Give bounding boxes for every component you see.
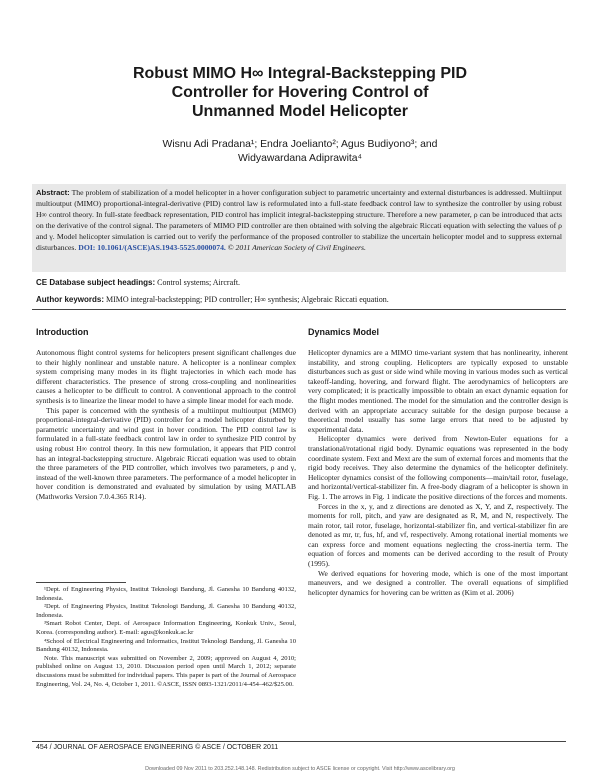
dynamics-paragraph-2: Helicopter dynamics were derived from Newton-Euler equations for a translational/rotational rigid body. Dynamic equations was represented in the body coordinate system. Fext and Mext are the sum of external forces and moments that the rigid body receives. They also determine the dynamics of the helicopter definitely. Helicopter dynamics consist of the following components—main/tail rotor, fuselage, and horizontal/vertical-stabilizer fin. A free-body diagram of a helicopter is shown in Fig. 1. The arrows in Fig. 1 indicate the positive directions of the forces and moments. <box>308 434 568 501</box>
author-keywords-text: MIMO integral-backstepping; PID controller; H∞ synthesis; Algebraic Riccati equation. <box>104 295 389 304</box>
subject-headings-label: CE Database subject headings: <box>36 278 156 287</box>
footnote-4: ⁴School of Electrical Engineering and Informatics, Institut Teknologi Bandung, Jl. Ganesha 10 Bandung 40132, Indonesia. <box>36 637 296 654</box>
title-line-3: Unmanned Model Helicopter <box>191 103 409 120</box>
footnote-3: ³Smart Robot Center, Dept. of Aerospace Information Engineering, Konkuk Univ., Seoul, Korea. (corresponding author). E-mail: agus@konkuk.ac.kr <box>36 620 296 636</box>
paper-title <box>60 64 540 121</box>
right-column <box>308 327 568 597</box>
left-column <box>36 327 296 502</box>
intro-paragraph-2: This paper is concerned with the synthesis of a multiinput multioutput (MIMO) proportional-integral-derivative (PID) controller for a model helicopter disturbed by parametric uncertainty and wind gust in hover condition. The PID control law is formulated in a full-state feedback control law in order to synthesize PID control by using robust H∞ control theory. In this new formulation, it appears that PID control has an integral-backstepping structure. Algebraic Riccati equation was used to obtain the three parameters of the PID controller, which involves two parameters, ρ and γ, instead of the well-known three parameters. The performance of a model helicopter in hover condition is demonstrated and evaluated by simulation by using MATLAB (Mathworks Version 7.0.4.365 R14). <box>36 405 296 501</box>
dynamics-paragraph-4: We derived equations for hovering mode, which is one of the most important maneuvers, and we designed a controller. The overall equations of simplified helicopter dynamics for hovering can be written as (Kim et al. 2006) <box>308 568 568 597</box>
download-notice: Downloaded 09 Nov 2011 to 203.252.148.148. Redistribution subject to ASCE license or copyright. Visit http://www.ascelibrary.org <box>145 766 455 772</box>
section-heading-dynamics-model: Dynamics Model <box>308 327 380 337</box>
authors-line-1: Wisnu Adi Pradana¹; Endra Joelianto²; Agus Budiyono³; and <box>162 139 438 150</box>
abstract-text: The problem of stabilization of a model helicopter in a hover configuration subject to parametric uncertainty and external disturbances is addressed. Multiinput multioutput (MIMO) proportional-integral-derivative (PID) control law is reformulated into a full-state feedback control law to synthesize the controller by using robust H∞ control theory. In full-state feedback representation, PID control has implicit integral-backstepping structure. Therefore a new parameter, ρ can be introduced that acts on the derivative of the control signal. The parameters of MIMO PID controller are then obtained with solving the algebraic Riccati equation with selecting the values of ρ and γ. Model helicopter simulation is carried out to verify the performance of the proposed controller to stabilize the uncertain helicopter model and to suppress external disturbances. <box>36 188 562 252</box>
abstract-box <box>32 184 566 272</box>
author-list <box>80 138 520 166</box>
footnote-divider <box>36 582 126 583</box>
subject-headings <box>36 277 566 288</box>
abstract-label: Abstract: <box>36 188 70 197</box>
subject-headings-text: Control systems; Aircraft. <box>155 278 241 287</box>
copyright-text: © 2011 American Society of Civil Engineers. <box>225 242 366 252</box>
intro-paragraph-1: Autonomous flight control systems for helicopters present significant challenges due to their highly nonlinear and unstable nature. A helicopter is a nonlinear complex system comprising many modes in its flight trajectories in which each mode has different characteristics. The presence of strong cross-coupling and nonlinearities causes a helicopter to be difficult to control. A conventional approach to the control synthesis is to linearize the linear model to have a simple linear model for each mode. <box>36 348 296 405</box>
title-line-2: Controller for Hovering Control of <box>171 84 429 101</box>
footnote-1: ¹Dept. of Engineering Physics, Institut Teknologi Bandung, Jl. Ganesha 10 Bandung 40132, Indonesia. <box>36 586 296 602</box>
author-keywords-label: Author keywords: <box>36 295 105 304</box>
footnote-2: ²Dept. of Engineering Physics, Institut Teknologi Bandung, Jl. Ganesha 10 Bandung 40132, Indonesia. <box>36 603 296 619</box>
doi-link[interactable]: DOI: 10.1061/(ASCE)AS.1943-5525.0000074. <box>76 242 226 252</box>
dynamics-paragraph-3: Forces in the x, y, and z directions are denoted as X, Y, and Z, respectively. The moments for roll, pitch, and yaw are designated as R, M, and N, respectively. The main rotor, tail rotor, fuselage, horizontal-stabilizer fin, and vertical-stabilizer fin are denoted as mr, tr, fus, hf, and vf, respectively. Among rotational inertial moments we can express force and moment equations neglecting the cross-inertia term. The equation of forces and moments can be derived according to the result of Prouty (1995). <box>308 501 568 569</box>
title-line-1: Robust MIMO H∞ Integral-Backstepping PID <box>132 65 468 82</box>
footnote-note: Note. This manuscript was submitted on November 2, 2009; approved on August 4, 2010; published online on August 13, 2010. Discussion period open until March 1, 2012; separate discussions must be submitted for individual papers. This paper is part of the Journal of Aerospace Engineering, Vol. 24, No. 4, October 1, 2011. ©ASCE, ISSN 0893-1321/2011/4-454–462/$25.00. <box>36 654 296 688</box>
author-keywords <box>36 294 566 305</box>
authors-line-2: Widyawardana Adiprawita⁴ <box>237 153 363 164</box>
dynamics-paragraph-1: Helicopter dynamics are a MIMO time-variant system that has nonlinearity, inherent instability, and strong coupling. Helicopters are typically exposed to unstable disturbances such as gust or side wind while moving in various modes such as vertical takeoff-landing, hovering, and forward flight. The aerodynamics of helicopters are very complicated; it is practically impossible to obtain an exact dynamic equation for the flight modes mentioned. The model for the simulation and the controller design is derived with an appropriate accuracy suitable for the design purpose because a theoretical model usually has some large errors that need to be adjusted by experimental data. <box>308 348 568 434</box>
footer-divider <box>32 741 566 742</box>
page-footer: 454 / JOURNAL OF AEROSPACE ENGINEERING © ASCE / OCTOBER 2011 <box>36 744 279 751</box>
section-heading-introduction: Introduction <box>36 327 89 337</box>
footnotes <box>36 582 296 689</box>
header-divider <box>32 309 566 310</box>
